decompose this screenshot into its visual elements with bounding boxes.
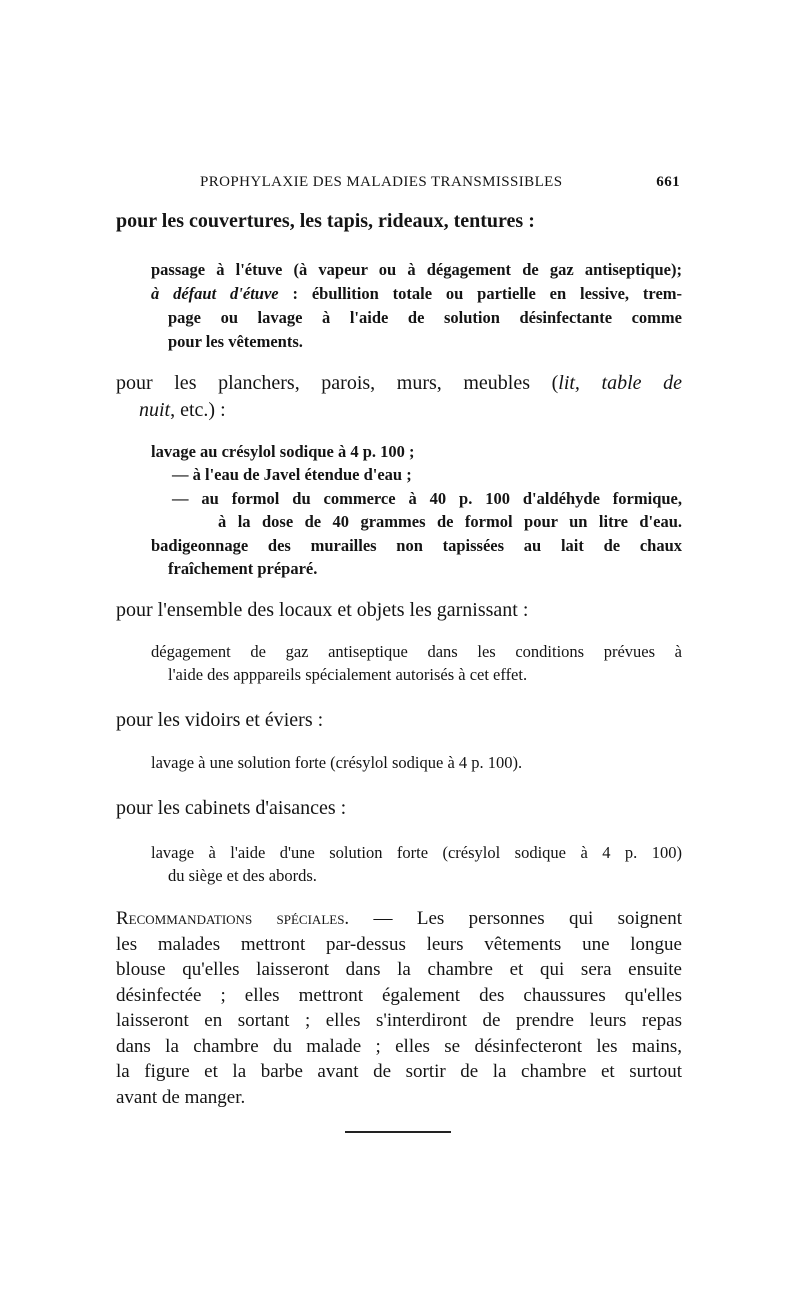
section-line: à la dose de 40 grammes de formol pour un litre d'eau. <box>218 512 682 531</box>
paragraph-line: les malades mettront par-dessus leurs vêtements une longue <box>116 933 682 955</box>
section-heading-couvertures: pour les couvertures, les tapis, rideaux, tentures : <box>116 210 535 232</box>
section-line-text: : ébullition totale ou partielle en lessive, trem- <box>292 284 683 303</box>
page-number: 661 <box>656 174 680 190</box>
section-heading-cabinets: pour les cabinets d'aisances : <box>116 797 347 819</box>
heading-text: , etc.) : <box>170 399 226 421</box>
section-line: dégagement de gaz antiseptique dans les conditions prévues à <box>151 642 682 661</box>
heading-italic: lit, table de <box>558 372 682 394</box>
section-heading-locaux: pour l'ensemble des locaux et objets les garnissant : <box>116 599 529 621</box>
section-line: l'aide des apppareils spécialement autorisés à cet effet. <box>168 665 528 684</box>
section-line: lavage à l'aide d'une solution forte (crésylol sodique à 4 p. 100) <box>151 843 682 862</box>
paragraph-line: blouse qu'elles laisseront dans la chambre et qui sera ensuite <box>116 959 682 980</box>
section-line: — à l'eau de Javel étendue d'eau ; <box>172 465 412 484</box>
section-line: lavage à une solution forte (crésylol sodique à 4 p. 100). <box>151 753 523 772</box>
paragraph-line: laisseront en sortant ; elles s'interdiront de prendre leurs repas <box>116 1010 682 1031</box>
paragraph-line: dans la chambre du malade ; elles se désinfecteront les mains, <box>116 1035 682 1057</box>
section-line: pour les vêtements. <box>168 332 303 351</box>
section-heading-planchers-cont <box>139 397 226 423</box>
paragraph-line <box>116 906 682 932</box>
paragraph-text: — Les personnes qui soignent <box>373 908 683 929</box>
section-line: passage à l'étuve (à vapeur ou à dégagement de gaz antiseptique); <box>151 260 682 279</box>
section-heading-vidoirs: pour les vidoirs et éviers : <box>116 709 324 731</box>
paragraph-line: avant de manger. <box>116 1086 246 1108</box>
italic-term: à défaut d'étuve <box>151 284 279 303</box>
heading-text: pour les planchers, parois, murs, meubles ( <box>116 372 559 394</box>
section-heading-planchers <box>116 370 682 396</box>
paragraph-line: désinfectée ; elles mettront également des chaussures qu'elles <box>116 984 682 1006</box>
section-line: page ou lavage à l'aide de solution désinfectante comme <box>168 308 682 327</box>
section-line: fraîchement préparé. <box>168 559 318 578</box>
section-line: badigeonnage des murailles non tapissées au lait de chaux <box>151 536 682 555</box>
recommendations-title: Recommandations spéciales. <box>116 908 350 929</box>
section-line: du siège et des abords. <box>168 866 317 885</box>
recommendations-paragraph <box>116 906 682 1110</box>
paragraph-line: la figure et la barbe avant de sortir de la chambre et surtout <box>116 1061 682 1082</box>
heading-italic: nuit <box>139 399 171 421</box>
section-line <box>151 282 682 306</box>
section-line: — au formol du commerce à 40 p. 100 d'aldéhyde formique, <box>172 489 682 508</box>
end-rule-divider <box>345 1131 451 1133</box>
section-line: lavage au crésylol sodique à 4 p. 100 ; <box>151 442 415 461</box>
running-title: PROPHYLAXIE DES MALADIES TRANSMISSIBLES <box>200 174 563 190</box>
